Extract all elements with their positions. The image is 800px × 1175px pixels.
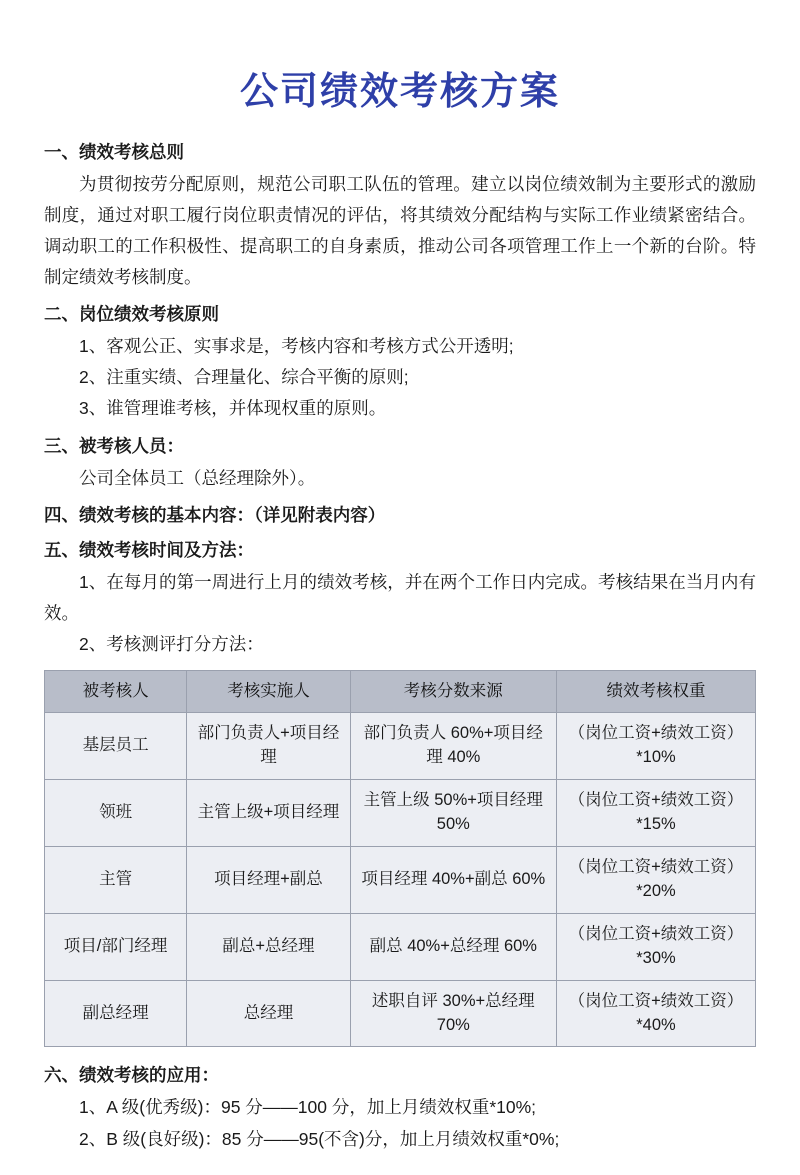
section-heading: 六、绩效考核的应用：	[44, 1065, 219, 1086]
section-basic-content	[44, 501, 756, 529]
list-item: 3、谁管理谁考核，并体现权重的原则。	[79, 398, 387, 419]
table-cell: （岗位工资+绩效工资）*10%	[556, 713, 755, 780]
scoring-method-table	[44, 670, 756, 1047]
table-cell: 基层员工	[45, 713, 187, 780]
page-title: 公司绩效考核方案	[239, 71, 560, 113]
section-heading: 四、绩效考核的基本内容：（详见附表内容）	[44, 504, 386, 525]
section-heading: 二、岗位绩效考核原则	[44, 304, 219, 325]
table-header-row	[45, 671, 756, 713]
section-heading: 一、绩效考核总则	[44, 141, 184, 162]
list-item: 1、客观公正、实事求是，考核内容和考核方式公开透明;	[79, 336, 514, 357]
table-header-cell: 被考核人	[45, 671, 187, 713]
section-general-rules	[44, 138, 756, 294]
table-cell: （岗位工资+绩效工资）*20%	[556, 846, 755, 913]
list-item: 2、B 级(良好级)：85 分——95(不含)分，加上月绩效权重*0%;	[79, 1128, 560, 1149]
section-assessment-principles	[44, 300, 756, 424]
table-row	[45, 846, 756, 913]
table-row	[45, 913, 756, 980]
table-cell: 部门负责人 60%+项目经理 40%	[350, 713, 556, 780]
table-row	[45, 713, 756, 780]
table-cell: 述职自评 30%+总经理 70%	[350, 980, 556, 1047]
table-cell: 项目经理 40%+副总 60%	[350, 846, 556, 913]
table-header-cell: 绩效考核权重	[556, 671, 755, 713]
table-header-cell: 考核实施人	[187, 671, 351, 713]
section-time-and-method	[44, 536, 756, 660]
table-cell: 总经理	[187, 980, 351, 1047]
section-heading: 三、被考核人员：	[44, 435, 184, 456]
table-cell: 项目经理+副总	[187, 846, 351, 913]
table-cell: 主管上级 50%+项目经理 50%	[350, 780, 556, 847]
table-cell: 部门负责人+项目经理	[187, 713, 351, 780]
list-item: 1、在每月的第一周进行上月的绩效考核，并在两个工作日内完成。考核结果在当月内有效。	[44, 571, 756, 623]
table-cell: 领班	[45, 780, 187, 847]
table-cell: 副总经理	[45, 980, 187, 1047]
table-cell: （岗位工资+绩效工资）*15%	[556, 780, 755, 847]
list-item: 2、考核测评打分方法：	[79, 634, 264, 654]
table-row	[45, 980, 756, 1047]
list-item: 1、A 级(优秀级)：95 分——100 分，加上月绩效权重*10%;	[79, 1097, 537, 1118]
list-item: 2、注重实绩、合理量化、综合平衡的原则;	[79, 367, 409, 388]
section-assessed-personnel	[44, 432, 756, 494]
section-paragraph: 公司全体员工（总经理除外）。	[79, 467, 316, 488]
section-heading: 五、绩效考核时间及方法：	[44, 539, 254, 560]
table-cell: 副总 40%+总经理 60%	[350, 913, 556, 980]
table-cell: （岗位工资+绩效工资）*30%	[556, 913, 755, 980]
table-cell: 主管	[45, 846, 187, 913]
table-cell: （岗位工资+绩效工资）*40%	[556, 980, 755, 1047]
section-paragraph: 为贯彻按劳分配原则，规范公司职工队伍的管理。建立以岗位绩效制为主要形式的激励制度，通过对职工履行岗位职责情况的评估，将其绩效分配结构与实际工作业绩紧密结合。调动职工的工作积极性、提高职工的自身素质，推动公司各项管理工作上一个新的台阶。特制定绩效考核制度。	[44, 173, 756, 288]
section-application	[44, 1061, 756, 1154]
table-cell: 副总+总经理	[187, 913, 351, 980]
table-row	[45, 780, 756, 847]
table-cell: 主管上级+项目经理	[187, 780, 351, 847]
table-header-cell: 考核分数来源	[350, 671, 556, 713]
table-cell: 项目/部门经理	[45, 913, 187, 980]
